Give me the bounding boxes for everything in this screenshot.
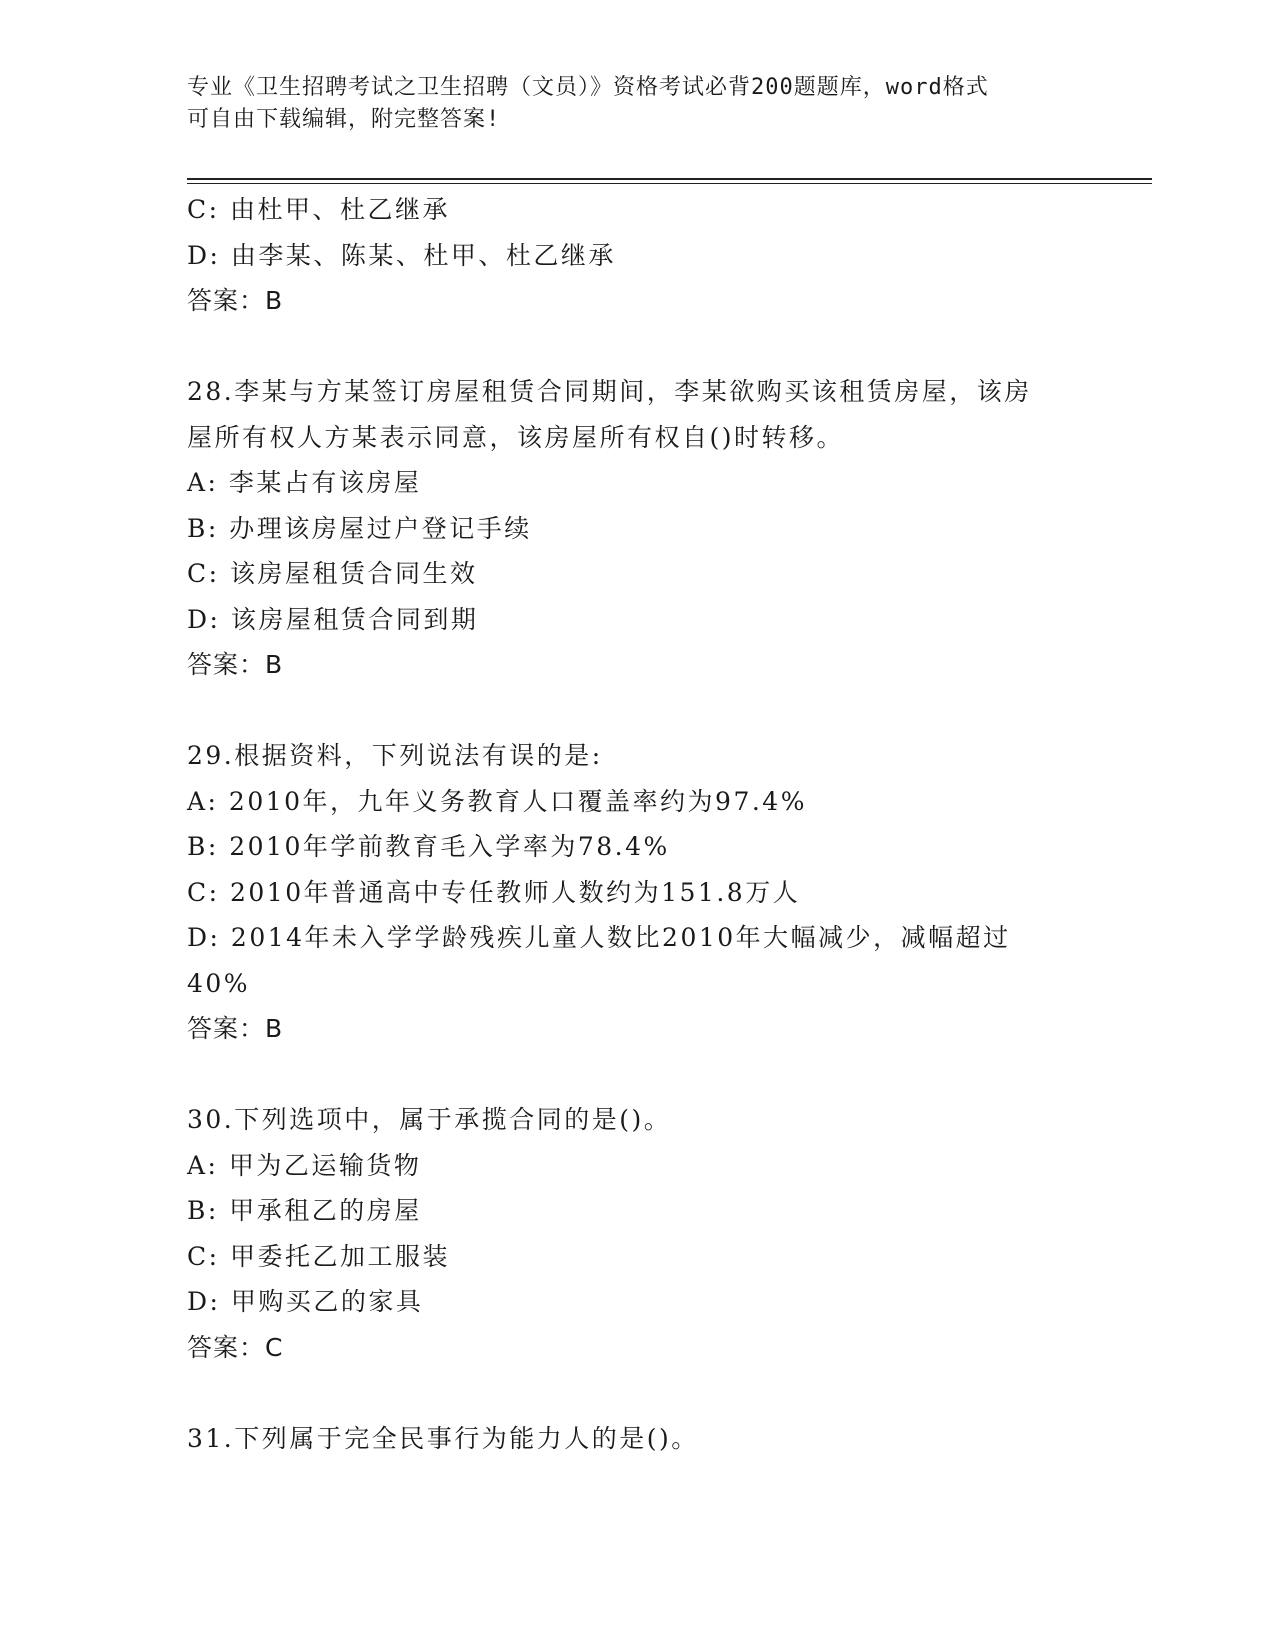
question-29 — [187, 733, 1087, 1052]
answer-label: 答案：B — [187, 1014, 284, 1043]
option-b: B: 2010年学前教育毛入学率为78.4% — [187, 832, 670, 861]
spacer — [187, 324, 1087, 370]
option-d: D: 该房屋租赁合同到期 — [187, 604, 479, 634]
question-stem-line-1: 31.下列属于完全民事行为能力人的是()。 — [187, 1423, 699, 1453]
option-d-line-1: D: 2014年未入学学龄残疾儿童人数比2010年大幅减少，减幅超过 — [187, 923, 1011, 952]
question-stem-line-2: 屋所有权人方某表示同意，该房屋所有权自()时转移。 — [187, 422, 845, 452]
option-d-line-2: 40% — [187, 968, 251, 998]
option-c: C: 该房屋租赁合同生效 — [187, 559, 478, 588]
option-c: C: 2010年普通高中专任教师人数约为151.8万人 — [187, 877, 801, 907]
option-d: D: 甲购买乙的家具 — [187, 1287, 424, 1316]
header-rule-thick — [187, 178, 1152, 180]
question-28 — [187, 369, 1087, 688]
question-stem-line-1: 29.根据资料，下列说法有误的是: — [187, 741, 603, 770]
question-27 — [187, 187, 1087, 324]
option-a: A: 甲为乙运输货物 — [187, 1150, 422, 1180]
header-title-line-2: 可自由下载编辑，附完整答案! — [187, 107, 501, 132]
option-c: C: 甲委托乙加工服装 — [187, 1241, 450, 1271]
option-a: A: 李某占有该房屋 — [187, 468, 422, 497]
answer-label: 答案：B — [187, 286, 284, 315]
question-stem-line-1: 30.下列选项中，属于承揽合同的是()。 — [187, 1105, 672, 1134]
spacer — [187, 1052, 1087, 1098]
question-30 — [187, 1097, 1087, 1370]
option-b: B: 办理该房屋过户登记手续 — [187, 513, 532, 543]
spacer — [187, 1370, 1087, 1416]
option-d: D: 由李某、陈某、杜甲、杜乙继承 — [187, 240, 616, 270]
option-a: A: 2010年，九年义务教育人口覆盖率约为97.4% — [187, 786, 807, 816]
question-stem-line-1: 28.李某与方某签订房屋租赁合同期间，李某欲购买该租赁房屋，该房 — [187, 377, 1032, 406]
spacer — [187, 688, 1087, 734]
option-c: C: 由杜甲、杜乙继承 — [187, 195, 450, 224]
document-header — [187, 72, 1067, 136]
header-title-line-1: 专业《卫生招聘考试之卫生招聘（文员）》资格考试必背200题题库，word格式 — [187, 75, 989, 100]
question-31 — [187, 1416, 1087, 1462]
answer-label: 答案：B — [187, 650, 284, 679]
answer-label: 答案：C — [187, 1332, 284, 1362]
option-b: B: 甲承租乙的房屋 — [187, 1196, 422, 1225]
header-rule-thin — [187, 183, 1152, 184]
question-list — [187, 187, 1087, 1461]
